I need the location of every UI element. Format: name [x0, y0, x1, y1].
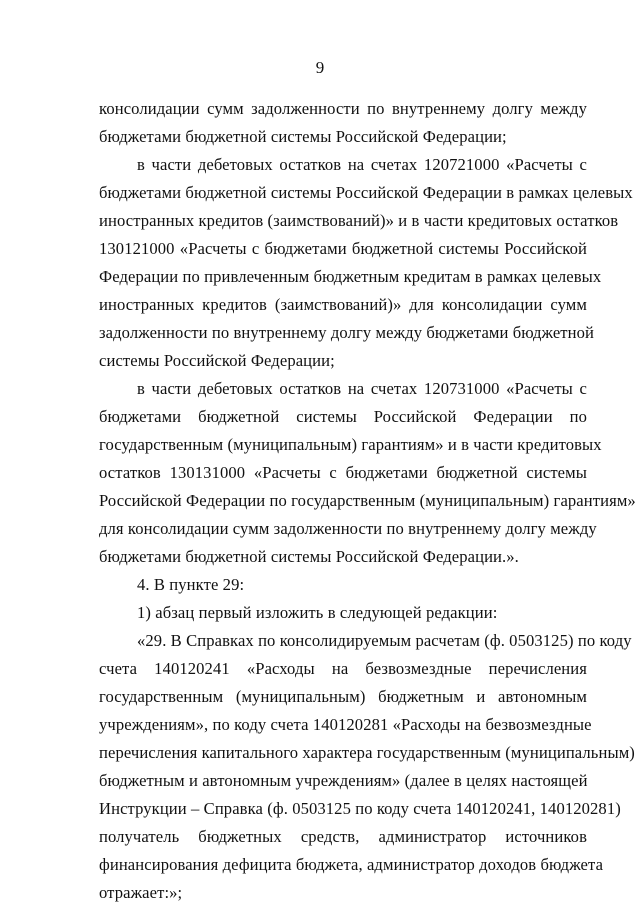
- paragraph: [99, 627, 635, 907]
- text-line: бюджетным и автономным учреждениям» (далее в целях настоящей: [99, 771, 588, 790]
- text-line: иностранных кредитов (заимствований)» для консолидации сумм: [99, 295, 587, 314]
- page-number: 9: [315, 58, 325, 77]
- text-line: 130121000 «Расчеты с бюджетами бюджетной системы Российской: [99, 239, 587, 258]
- text-line: получатель бюджетных средств, администратор источников: [99, 827, 587, 846]
- text-line: государственным (муниципальным) бюджетным и автономным: [99, 687, 587, 706]
- text-line: в части дебетовых остатков на счетах 120721000 «Расчеты с: [137, 155, 587, 174]
- paragraph: [99, 375, 636, 571]
- text-line: консолидации сумм задолженности по внутреннему долгу между: [99, 99, 587, 118]
- paragraph: [99, 571, 587, 599]
- document-body: [99, 95, 636, 907]
- text-line: перечисления капитального характера государственным (муниципальным): [99, 743, 635, 762]
- text-line: бюджетами бюджетной системы Российской Федерации;: [99, 127, 507, 146]
- text-line: остатков 130131000 «Расчеты с бюджетами бюджетной системы: [99, 463, 587, 482]
- text-line: Российской Федерации по государственным (муниципальным) гарантиям»: [99, 491, 636, 510]
- text-line: счета 140120241 «Расходы на безвозмездные перечисления: [99, 659, 587, 678]
- paragraph: [99, 599, 587, 627]
- text-line: государственным (муниципальным) гарантиям» и в части кредитовых: [99, 435, 602, 454]
- text-line: бюджетами бюджетной системы Российской Федерации.».: [99, 547, 519, 566]
- text-line: Инструкции – Справка (ф. 0503125 по коду счета 140120241, 140120281): [99, 799, 621, 818]
- text-line: отражает:»;: [99, 883, 183, 902]
- text-line: Федерации по привлеченным бюджетным кредитам в рамках целевых: [99, 267, 602, 286]
- text-line: системы Российской Федерации;: [99, 351, 335, 370]
- text-line: для консолидации сумм задолженности по внутреннему долгу между: [99, 519, 597, 538]
- text-line: 1) абзац первый изложить в следующей редакции:: [137, 603, 498, 622]
- text-line: 4. В пункте 29:: [137, 575, 245, 594]
- paragraph: [99, 95, 587, 151]
- paragraph: [99, 151, 633, 375]
- text-line: учреждениям», по коду счета 140120281 «Расходы на безвозмездные: [99, 715, 592, 734]
- text-line: бюджетами бюджетной системы Российской Федерации по: [99, 407, 587, 426]
- text-line: задолженности по внутреннему долгу между бюджетами бюджетной: [99, 323, 595, 342]
- text-line: бюджетами бюджетной системы Российской Федерации в рамках целевых: [99, 183, 633, 202]
- text-line: «29. В Справках по консолидируемым расчетам (ф. 0503125) по коду: [137, 631, 632, 650]
- text-line: иностранных кредитов (заимствований)» и в части кредитовых остатков: [99, 211, 619, 230]
- text-line: финансирования дефицита бюджета, администратор доходов бюджета: [99, 855, 604, 874]
- text-line: в части дебетовых остатков на счетах 120731000 «Расчеты с: [137, 379, 587, 398]
